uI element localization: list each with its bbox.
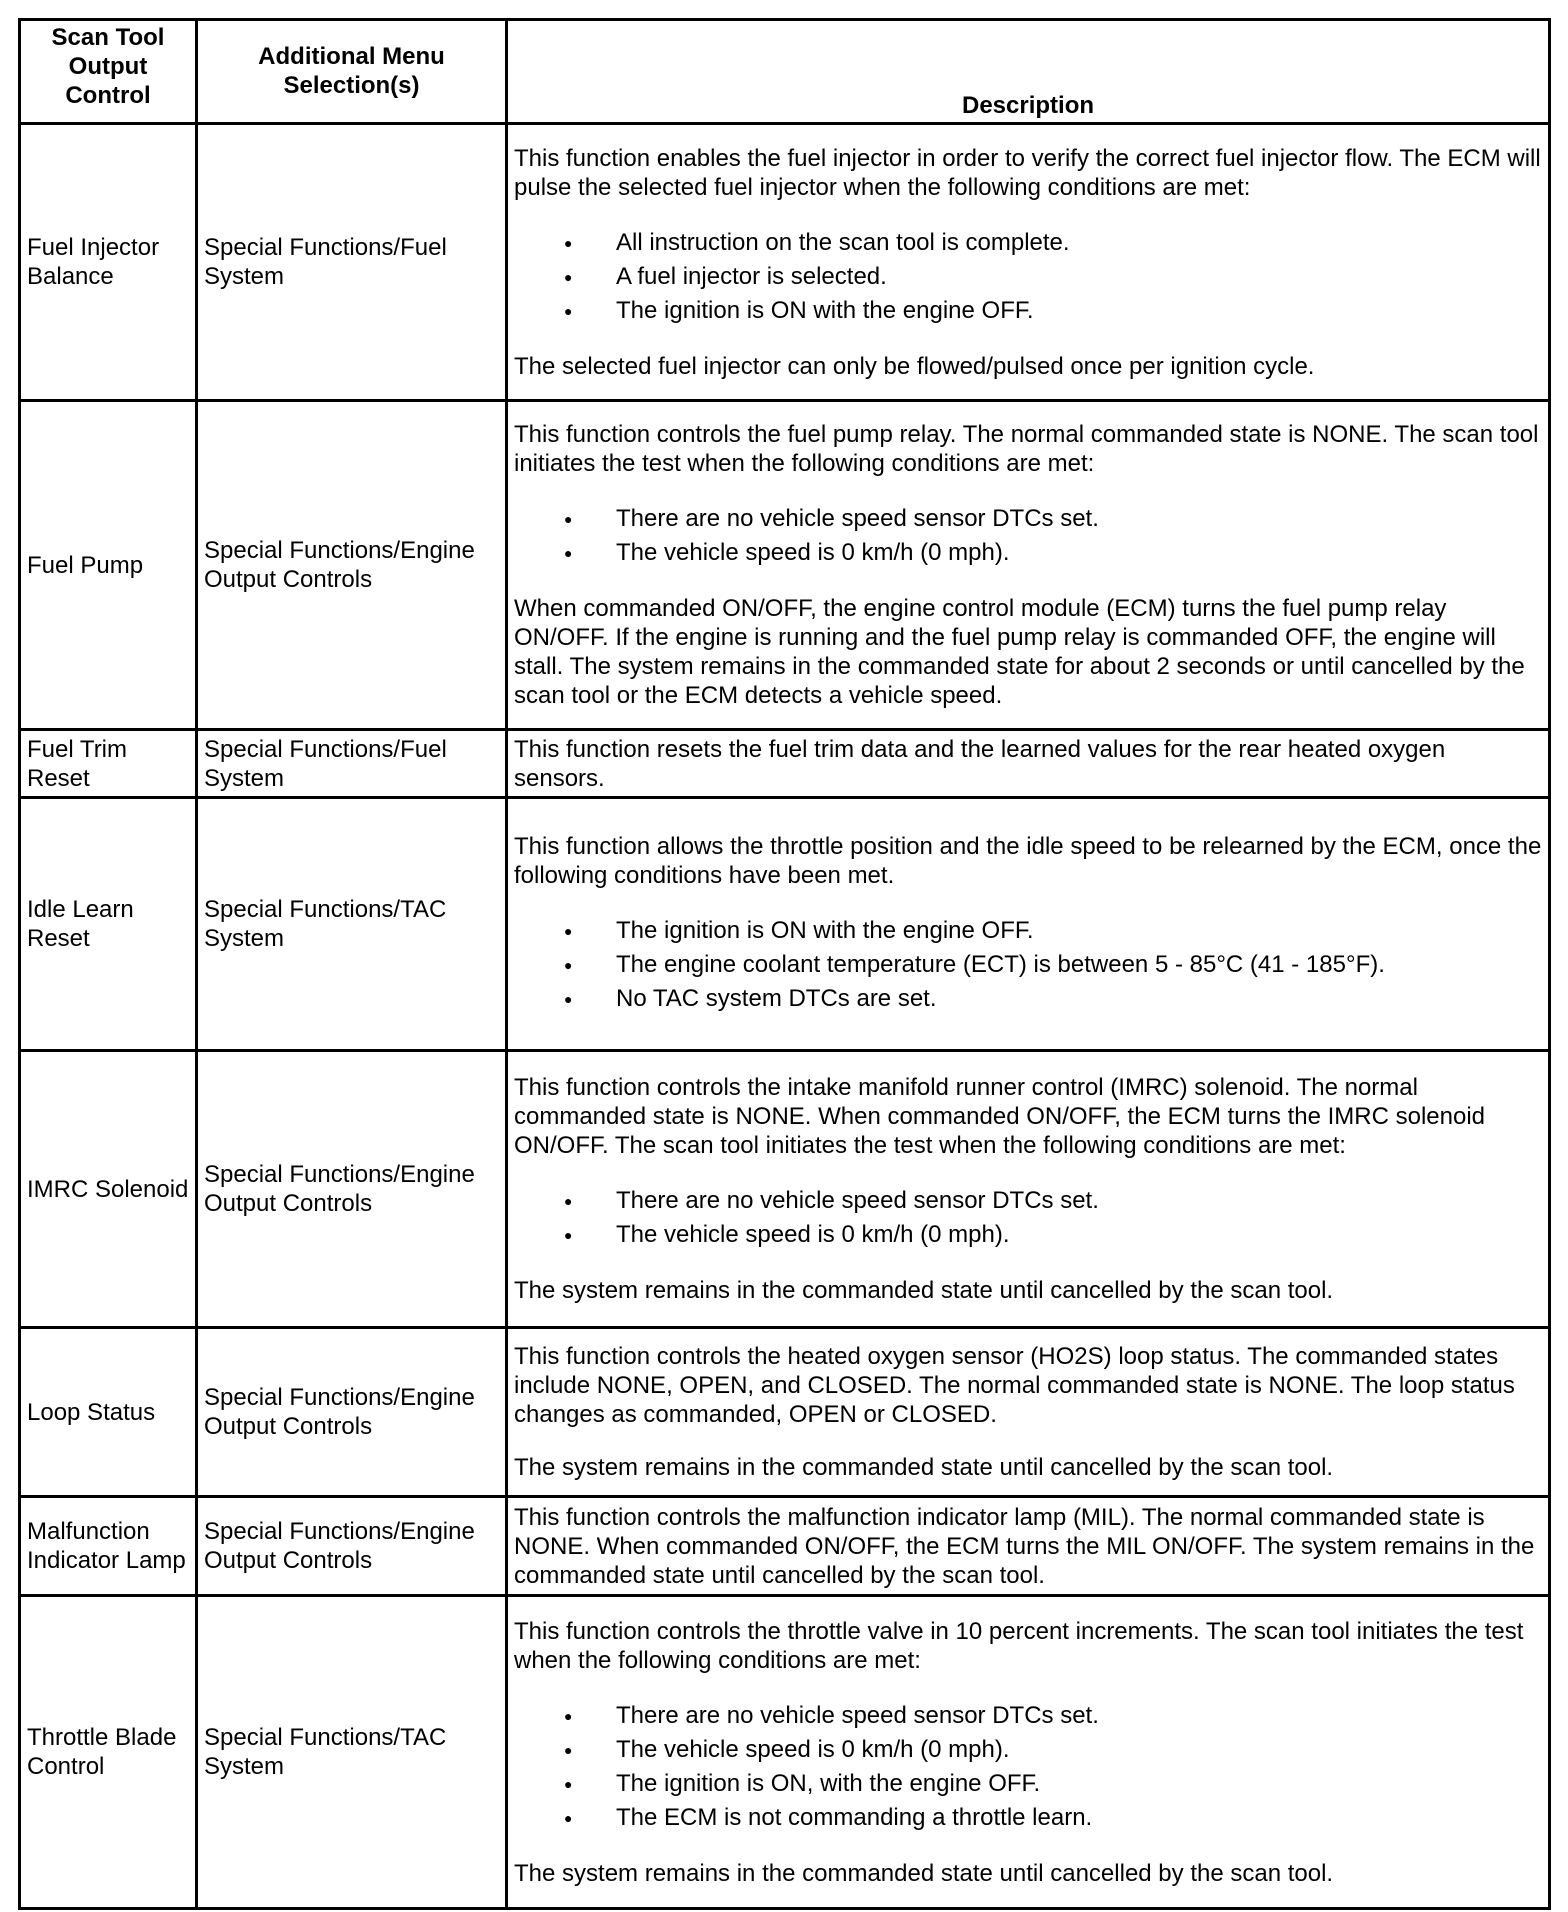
description-cell	[507, 1497, 1550, 1596]
control-cell: Idle Learn Reset	[20, 798, 197, 1051]
list-item: ● The vehicle speed is 0 km/h (0 mph).	[514, 536, 1542, 570]
description-intro: This function allows the throttle position and the idle speed to be relearned by the ECM, once the following conditions have been met.	[514, 833, 1542, 889]
description-outro: When commanded ON/OFF, the engine control module (ECM) turns the fuel pump relay ON/OFF. If the engine is running and the fuel pump relay is commanded OFF, the engine will stall. The system remains in the commanded state for about 2 seconds or until cancelled by the scan tool or the ECM detects a vehicle speed.	[514, 595, 1525, 709]
header-scan-tool-output-control: Scan Tool Output Control	[20, 20, 197, 124]
menu-cell: Special Functions/TAC System	[197, 798, 507, 1051]
description-intro: This function resets the fuel trim data and the learned values for the rear heated oxygen sensors.	[514, 735, 1446, 792]
description-intro: This function controls the heated oxygen sensor (HO2S) loop status. The commanded states include NONE, OPEN, and CLOSED. The normal commanded state is NONE. The loop status changes as commanded, OPEN or CLOSED.	[514, 1343, 1515, 1428]
table-row	[20, 730, 1550, 798]
table-row	[20, 1497, 1550, 1596]
description-cell	[507, 124, 1550, 401]
list-item: ● No TAC system DTCs are set.	[514, 982, 1542, 1016]
menu-cell: Special Functions/Fuel System	[197, 730, 507, 798]
list-item: ● The ignition is ON with the engine OFF.	[514, 914, 1542, 948]
description-intro: This function controls the intake manifold runner control (IMRC) solenoid. The normal commanded state is NONE. When commanded ON/OFF, the ECM turns the IMRC solenoid ON/OFF. The scan tool initiates the test when the following conditions are met:	[514, 1074, 1486, 1159]
control-cell: IMRC Solenoid	[20, 1051, 197, 1328]
header-additional-menu-selections: Additional Menu Selection(s)	[197, 20, 507, 124]
table-row	[20, 124, 1550, 401]
menu-cell: Special Functions/Fuel System	[197, 124, 507, 401]
menu-cell: Special Functions/TAC System	[197, 1596, 507, 1909]
list-item: ● The engine coolant temperature (ECT) is between 5 - 85°C (41 - 185°F).	[514, 948, 1542, 982]
condition-list	[514, 1184, 1542, 1252]
description-outro: The system remains in the commanded state until cancelled by the scan tool.	[514, 1277, 1334, 1304]
scan-tool-output-controls-table	[18, 18, 1551, 1910]
control-cell: Loop Status	[20, 1328, 197, 1497]
list-item: ● There are no vehicle speed sensor DTCs set.	[514, 1184, 1542, 1218]
menu-cell: Special Functions/Engine Output Controls	[197, 401, 507, 730]
menu-cell: Special Functions/Engine Output Controls	[197, 1328, 507, 1497]
description-intro: This function controls the malfunction indicator lamp (MIL). The normal commanded state is NONE. When commanded ON/OFF, the ECM turns the MIL ON/OFF. The system remains in the commanded state until cancelled by the scan tool.	[514, 1503, 1535, 1589]
description-cell	[507, 1596, 1550, 1909]
table-row	[20, 1051, 1550, 1328]
table-row	[20, 1596, 1550, 1909]
list-item: ● The vehicle speed is 0 km/h (0 mph).	[514, 1733, 1542, 1767]
list-item: ● The ECM is not commanding a throttle learn.	[514, 1801, 1542, 1835]
description-outro: The system remains in the commanded state until cancelled by the scan tool.	[514, 1454, 1334, 1481]
description-cell	[507, 1328, 1550, 1497]
description-outro: The system remains in the commanded state until cancelled by the scan tool.	[514, 1859, 1334, 1887]
description-cell	[507, 798, 1550, 1051]
menu-cell: Special Functions/Engine Output Controls	[197, 1051, 507, 1328]
description-outro: The selected fuel injector can only be flowed/pulsed once per ignition cycle.	[514, 352, 1315, 380]
control-cell: Fuel Trim Reset	[20, 730, 197, 798]
list-item: ● There are no vehicle speed sensor DTCs set.	[514, 1699, 1542, 1733]
table-row	[20, 798, 1550, 1051]
control-cell: Fuel Injector Balance	[20, 124, 197, 401]
list-item: ● There are no vehicle speed sensor DTCs set.	[514, 502, 1542, 536]
list-item: ● All instruction on the scan tool is complete.	[514, 226, 1542, 260]
description-cell	[507, 1051, 1550, 1328]
list-item: ● The ignition is ON with the engine OFF.	[514, 294, 1542, 328]
control-cell: Throttle Blade Control	[20, 1596, 197, 1909]
condition-list	[514, 226, 1542, 328]
condition-list	[514, 1699, 1542, 1835]
condition-list	[514, 502, 1542, 570]
list-item: ● A fuel injector is selected.	[514, 260, 1542, 294]
header-description: Description	[507, 20, 1550, 124]
table-header-row	[20, 20, 1550, 124]
description-intro: This function controls the throttle valve in 10 percent increments. The scan tool initiates the test when the following conditions are met:	[514, 1617, 1524, 1674]
description-intro: This function enables the fuel injector in order to verify the correct fuel injector flow. The ECM will pulse the selected fuel injector when the following conditions are met:	[514, 144, 1541, 201]
menu-cell: Special Functions/Engine Output Controls	[197, 1497, 507, 1596]
table-row	[20, 401, 1550, 730]
description-cell	[507, 401, 1550, 730]
description-cell	[507, 730, 1550, 798]
condition-list	[514, 914, 1542, 1016]
list-item: ● The ignition is ON, with the engine OFF.	[514, 1767, 1542, 1801]
control-cell: Fuel Pump	[20, 401, 197, 730]
control-cell: Malfunction Indicator Lamp	[20, 1497, 197, 1596]
table-row	[20, 1328, 1550, 1497]
list-item: ● The vehicle speed is 0 km/h (0 mph).	[514, 1218, 1542, 1252]
description-intro: This function controls the fuel pump relay. The normal commanded state is NONE. The scan tool initiates the test when the following conditions are met:	[514, 421, 1539, 477]
